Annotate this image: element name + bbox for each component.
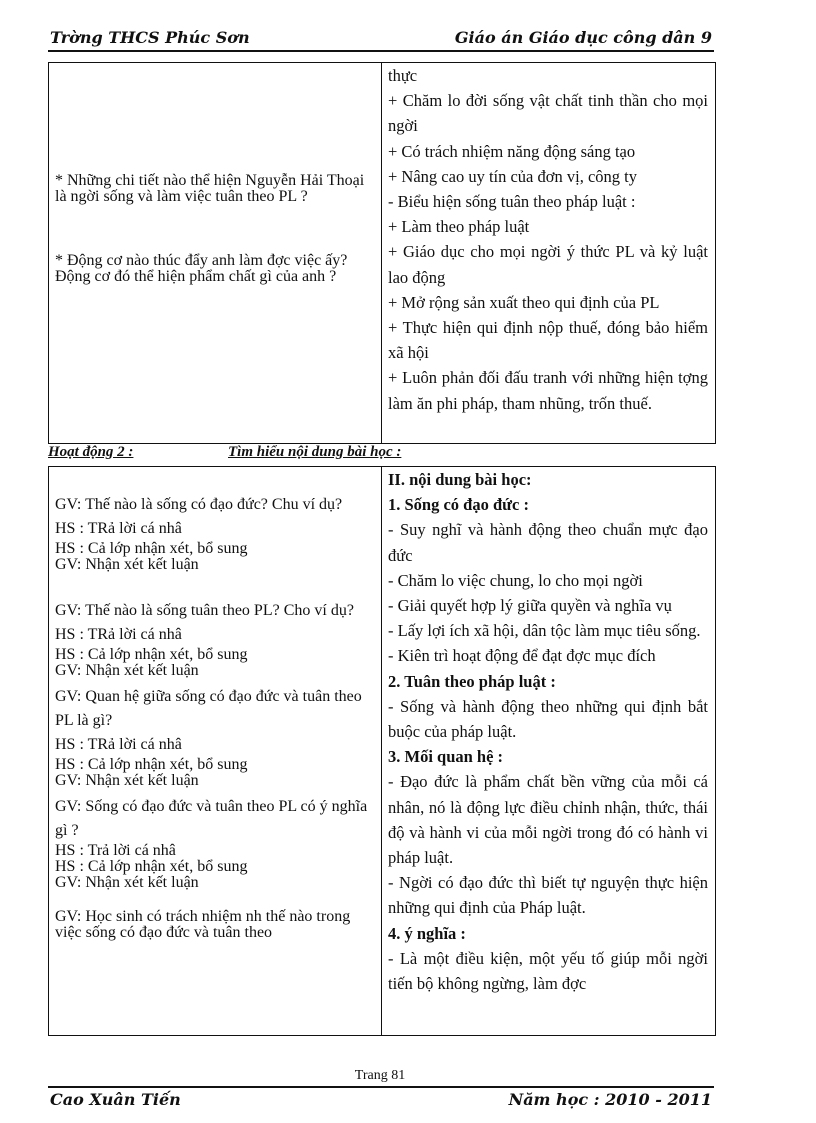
column-divider (381, 467, 382, 1035)
section-title: 4. ý nghĩa : (388, 923, 466, 943)
student-review: HS : Cả lớp nhận xét, bổ sung (55, 646, 248, 663)
section-title: 1. Sống có đạo đức : (388, 495, 529, 515)
text-line: - Giải quyết hợp lý giữa quyền và nghĩa vụ (388, 596, 672, 616)
student-review: HS : Cả lớp nhận xét, bổ sung (55, 540, 248, 557)
question-motive: * Động cơ nào thúc đẩy anh làm đợc việc ấy? Động cơ đó thể hiện phẩm chất gì của anh ? (55, 252, 348, 285)
column-divider (381, 63, 382, 443)
student-answer: HS : Trả lời cá nhâ (55, 842, 176, 859)
text-line: - Biểu hiện sống tuân theo pháp luật : (388, 192, 636, 212)
text-line: - Suy nghĩ và hành động theo chuẩn mực đạo đức (388, 520, 708, 565)
text-line: - Ngời có đạo đức thì biết tự nguyện thực hiện những qui định của Pháp luật. (388, 873, 708, 918)
teacher-conclusion: GV: Nhận xét kết luận (55, 772, 199, 789)
table-top-right (388, 63, 708, 416)
text-line: - Kiên trì hoạt động để đạt đợc mục đích (388, 646, 656, 666)
footer-year: Năm học : 2010 - 2011 (508, 1090, 712, 1109)
footer-author: Cao Xuân Tiến (50, 1090, 181, 1109)
section-title: 2. Tuân theo pháp luật : (388, 671, 556, 691)
table-main-left (55, 493, 373, 941)
text-line: + Luôn phản đối đấu tranh với những hiện tợng làm ăn phi pháp, tham nhũng, trốn thuế. (388, 368, 708, 413)
teacher-conclusion: GV: Nhận xét kết luận (55, 662, 199, 679)
teacher-conclusion: GV: Nhận xét kết luận (55, 874, 199, 891)
activity-title: Tìm hiểu nội dung bài học : (228, 444, 402, 460)
text-line: + Nâng cao uy tín của đơn vị, công ty (388, 166, 637, 186)
header-subject: Giáo án Giáo dục công dân 9 (454, 28, 712, 47)
teacher-question: GV: Học sinh có trách nhiệm nh thế nào trong việc sống có đạo đức và tuân theo (55, 908, 351, 941)
text-line: + Mở rộng sản xuất theo qui định của PL (388, 292, 660, 312)
text-line: - Đạo đức là phẩm chất bền vững của mỗi cá nhân, nó là động lực điều chỉnh nhận, thức, thái độ và hành vi của mỗi ngời trong đó có hành vi pháp luật. (388, 772, 708, 868)
text-line: + Giáo dục cho mọi ngời ý thức PL và kỷ luật lao động (388, 242, 708, 287)
text-line: - Lấy lợi ích xã hội, dân tộc làm mục tiêu sống. (388, 621, 701, 641)
teacher-question: GV: Quan hệ giữa sống có đạo đức và tuân theo PL là gì? (55, 688, 362, 729)
section-heading: II. nội dung bài học: (388, 470, 532, 489)
question-details: * Những chi tiết nào thể hiện Nguyễn Hải Thoại là ngời sống và làm việc tuân theo PL ? (55, 172, 365, 205)
section-title: 3. Mối quan hệ : (388, 747, 504, 767)
teacher-question: GV: Sống có đạo đức và tuân theo PL có ý nghĩa gì ? (55, 798, 368, 839)
table-top (48, 62, 716, 444)
student-answer: HS : TRả lời cá nhâ (55, 626, 182, 643)
table-top-left (55, 173, 373, 285)
text-line: + Làm theo pháp luật (388, 217, 530, 237)
student-review: HS : Cả lớp nhận xét, bổ sung (55, 858, 248, 875)
text-line: + Có trách nhiệm năng động sáng tạo (388, 141, 636, 161)
text-line: + Thực hiện qui định nộp thuế, đóng bảo hiểm xã hội (388, 318, 708, 363)
page-number: Trang 81 (354, 1068, 406, 1083)
activity-label: Hoạt động 2 : (48, 444, 134, 460)
header-rule (48, 50, 714, 52)
student-review: HS : Cả lớp nhận xét, bổ sung (55, 756, 248, 773)
teacher-question: GV: Thế nào là sống tuân theo PL? Cho ví dụ? (55, 602, 354, 619)
text-line: - Chăm lo việc chung, lo cho mọi ngời (388, 570, 643, 590)
text-line: - Sống và hành động theo những qui định bắt buộc của pháp luật. (388, 696, 708, 742)
teacher-conclusion: GV: Nhận xét kết luận (55, 556, 199, 573)
header-school: Trờng THCS Phúc Sơn (50, 28, 250, 47)
activity-heading (48, 444, 402, 461)
student-answer: HS : TRả lời cá nhâ (55, 736, 182, 753)
text-line: + Chăm lo đời sống vật chất tinh thần cho mọi ngời (388, 91, 708, 136)
student-answer: HS : TRả lời cá nhâ (55, 520, 182, 537)
table-main (48, 466, 716, 1036)
table-main-right (388, 467, 708, 996)
text-line: thực (388, 66, 418, 85)
footer-rule (48, 1086, 714, 1088)
text-line: - Là một điều kiện, một yếu tố giúp mỗi ngời tiến bộ không ngừng, làm đợc (388, 948, 708, 994)
teacher-question: GV: Thế nào là sống có đạo đức? Chu ví dụ? (55, 496, 343, 513)
